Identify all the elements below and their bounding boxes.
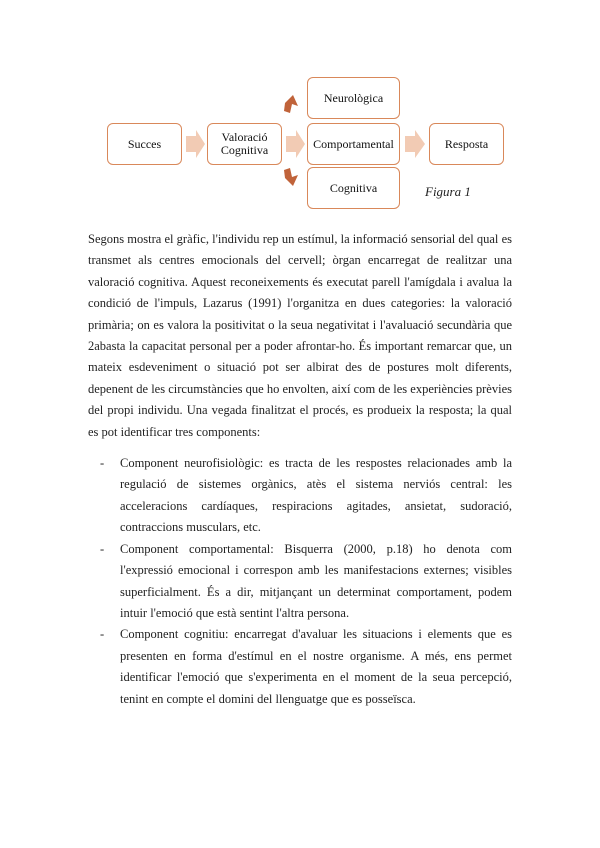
body-text <box>88 229 512 710</box>
valoracio-line2: Cognitiva <box>220 143 269 157</box>
box-succes-label: Succes <box>127 136 162 151</box>
process-diagram <box>0 0 600 220</box>
box-neurologica-label: Neurològica <box>323 90 384 105</box>
list-item <box>88 453 512 539</box>
box-succes <box>107 123 182 165</box>
box-neurologica <box>307 77 400 119</box>
list-item-text: Component cognitiu: encarregat d'avaluar les situacions i elements que es presenten en forma d'estímul en el nostre organisme. A més, ens permet identificar l'emoció que s'experimenta en el moment de la seua percepció, tenint en compte el domini del llenguatge que es posseïsca. <box>120 627 512 706</box>
box-resposta <box>429 123 504 165</box>
arrow-down-cognitiva <box>284 168 298 186</box>
arrow-right-3 <box>405 130 425 158</box>
box-comportamental <box>307 123 400 165</box>
list-dash: - <box>100 541 105 556</box>
list-item <box>88 624 512 710</box>
list-dash: - <box>100 627 105 642</box>
valoracio-line1: Valoració <box>221 130 268 144</box>
figure-caption: Figura 1 <box>425 184 471 199</box>
box-cognitiva-label: Cognitiva <box>329 180 378 195</box>
box-valoracio-label <box>221 131 268 157</box>
intro-paragraph: Segons mostra el gràfic, l'individu rep un estímul, la informació sensorial del qual es transmet als centres emocionals del cervell; òrgan encarregat de realitzar una valoració cognitiva. Aquest reconeixements és executat parell l'amígdala i avalua la condició de l'impuls, Lazarus (1991) l'organitza en dues categories: la valoració primària; on es valora la positivitat o la seua negativitat i l'avaluació secundària que 2abasta la capacitat personal per a poder afrontar-ho. És important remarcar que, un mateix esdeveniment o situació pot ser albirat des de postures molt diferents, depenent de les circumstàncies que ho envolten, així com de les experiències prèvies del propi individu. Una vegada finalitzat el procés, es produeix la resposta; la qual es pot identificar tres components: <box>88 232 512 439</box>
box-valoracio-cognitiva <box>207 123 282 165</box>
arrow-up-neuro <box>284 95 298 113</box>
box-resposta-label: Resposta <box>444 136 489 151</box>
list-dash: - <box>100 456 105 471</box>
list-item-text: Component neurofisiològic: es tracta de les respostes relacionades amb la regulació de sistemes orgànics, atès el sistema nerviós central: les acceleracions cardíaques, respiracions agitades, ansietat, sudoració, contraccions musculars, etc. <box>120 456 512 535</box>
arrows-layer <box>0 0 600 220</box>
list-item <box>88 539 512 625</box>
components-list <box>88 453 512 710</box>
box-comportamental-label: Comportamental <box>313 136 394 151</box>
list-item-text: Component comportamental: Bisquerra (2000, p.18) ho denota com l'expressió emocional i correspon amb les manifestacions externes; visibles superficialment. És a dir, mitjançant un determinat comportament, podem intuir l'emoció que està sentint l'altra persona. <box>120 541 512 620</box>
arrow-right-1 <box>186 130 205 158</box>
arrow-right-2 <box>286 130 305 158</box>
box-cognitiva <box>307 167 400 209</box>
